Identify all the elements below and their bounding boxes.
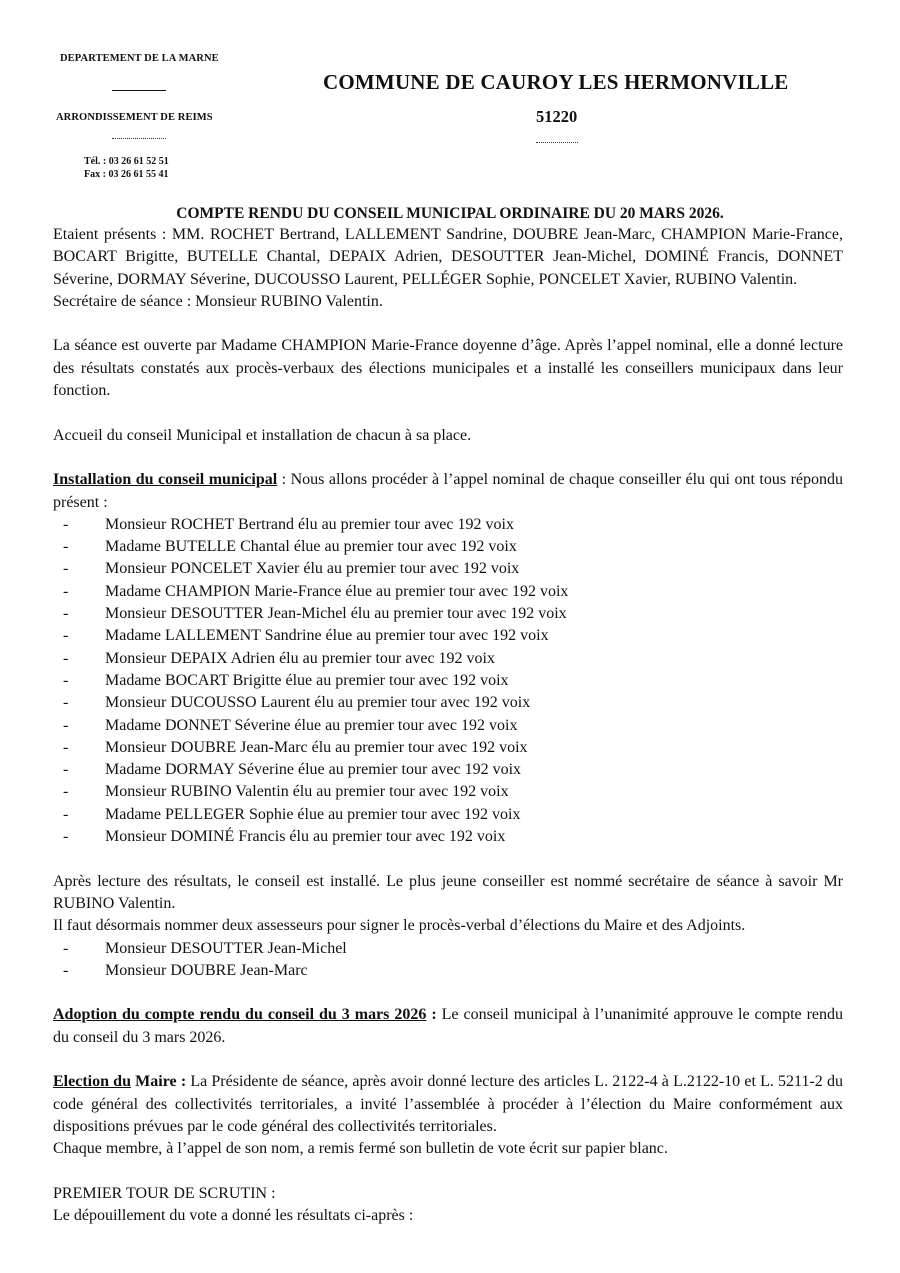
phone-number: Tél. : 03 26 61 52 51 [84, 156, 169, 167]
adoption-colon: : [426, 1006, 437, 1024]
list-item: - Madame BOCART Brigitte élue au premier tour avec 192 voix [53, 670, 843, 692]
postal-code: 51220 [536, 107, 578, 126]
attendance-present: Etaient présents : MM. ROCHET Bertrand, LALLEMENT Sandrine, DOUBRE Jean-Marc, CHAMPION Marie-France, BOCART Brigitte, BUTELLE Chantal, DEPAIX Adrien, DESOUTTER Jean-Michel, DOMINÉ Francis, DONNET Séverine, DORMAY Séverine, DUCOUSSO Laurent, PELLÉGER Sophie, PONCELET Xavier, RUBINO Valentin. [53, 226, 843, 288]
arrondissement-divider [112, 138, 166, 139]
list-item: - Monsieur DUCOUSSO Laurent élu au premier tour avec 192 voix [53, 692, 843, 714]
list-item: - Monsieur DOUBRE Jean-Marc [53, 960, 843, 982]
department-divider [112, 90, 166, 91]
assessors-intro: Il faut désormais nommer deux assesseurs pour signer le procès-verbal d’élections du Maire et des Adjoints. [53, 917, 746, 935]
list-item: - Madame DORMAY Séverine élue au premier tour avec 192 voix [53, 759, 843, 781]
list-item: - Madame CHAMPION Marie-France élue au premier tour avec 192 voix [53, 581, 843, 603]
adoption-heading: Adoption du compte rendu du conseil du 3 mars 2026 [53, 1006, 427, 1024]
commune-name: COMMUNE DE CAUROY LES HERMONVILLE [323, 70, 789, 94]
list-item: - Monsieur DESOUTTER Jean-Michel élu au premier tour avec 192 voix [53, 603, 843, 625]
document-body [53, 224, 843, 1227]
attendance-secretary: Secrétaire de séance : Monsieur RUBINO Valentin. [53, 292, 383, 310]
election-text: La Présidente de séance, après avoir donné lecture des articles L. 2122-4 à L.2122-10 et L. 5211-2 du code général des collectivités territoriales, a invité l’assemblée à procéder à l’élection du Maire conformément aux dispositions prévues par le code général des collectivités territoriales. [53, 1073, 843, 1135]
opening-paragraph: La séance est ouverte par Madame CHAMPION Marie-France doyenne d’âge. Après l’appel nominal, elle a donné lecture des résultats constatés aux procès-verbaux des élections municipales et a installé les conseillers municipaux dans leur fonction. [53, 337, 843, 400]
welcome-paragraph: Accueil du conseil Municipal et installation de chacun à sa place. [53, 426, 472, 444]
list-item: - Monsieur ROCHET Bertrand élu au premier tour avec 192 voix [53, 514, 843, 536]
fax-number: Fax : 03 26 61 55 41 [84, 169, 169, 180]
list-item: - Madame DONNET Séverine élue au premier tour avec 192 voix [53, 715, 843, 737]
arrondissement-label: ARRONDISSEMENT DE REIMS [56, 112, 213, 123]
installation-heading: Installation du conseil municipal [53, 471, 278, 489]
contact-block [84, 155, 169, 181]
list-item: - Monsieur DEPAIX Adrien élu au premier tour avec 192 voix [53, 648, 843, 670]
list-item: - Monsieur PONCELET Xavier élu au premier tour avec 192 voix [53, 558, 843, 580]
assessors-list [53, 938, 843, 983]
list-item: - Monsieur DESOUTTER Jean-Michel [53, 938, 843, 960]
election-heading-rest: Maire : [130, 1073, 187, 1091]
adoption-text: Le conseil municipal à l’unanimité approuve le compte rendu du conseil du 3 mars 2026. [53, 1006, 844, 1046]
list-item: - Madame LALLEMENT Sandrine élue au premier tour avec 192 voix [53, 625, 843, 647]
adoption-paragraph [53, 1004, 843, 1049]
installation-paragraph [53, 469, 843, 514]
list-item: - Monsieur DOUBRE Jean-Marc élu au premier tour avec 192 voix [53, 737, 843, 759]
election-paragraph [53, 1071, 843, 1138]
list-item: - Monsieur DOMINÉ Francis élu au premier tour avec 192 voix [53, 826, 843, 848]
postal-code-divider [536, 142, 578, 143]
document-title: COMPTE RENDU DU CONSEIL MUNICIPAL ORDINAIRE DU 20 MARS 2026. [176, 205, 724, 222]
first-round-heading: PREMIER TOUR DE SCRUTIN : [53, 1184, 276, 1202]
ballot-paragraph: Chaque membre, à l’appel de son nom, a remis fermé son bulletin de vote écrit sur papier blanc. [53, 1140, 668, 1158]
after-results-paragraph: Après lecture des résultats, le conseil est installé. Le plus jeune conseiller est nommé secrétaire de séance à savoir Mr RUBINO Valentin. [53, 872, 843, 912]
list-item: - Monsieur RUBINO Valentin élu au premier tour avec 192 voix [53, 781, 843, 803]
installation-intro: : Nous allons procéder à l’appel nominal de chaque conseiller élu qui ont tous répondu présent : [53, 471, 843, 511]
list-item: - Madame BUTELLE Chantal élue au premier tour avec 192 voix [53, 536, 843, 558]
list-item: - Madame PELLEGER Sophie élue au premier tour avec 192 voix [53, 804, 843, 826]
first-round-text: Le dépouillement du vote a donné les résultats ci-après : [53, 1207, 414, 1225]
department-label: DEPARTEMENT DE LA MARNE [60, 53, 219, 64]
election-heading: Election du [53, 1073, 131, 1091]
elected-members-list [53, 514, 843, 848]
